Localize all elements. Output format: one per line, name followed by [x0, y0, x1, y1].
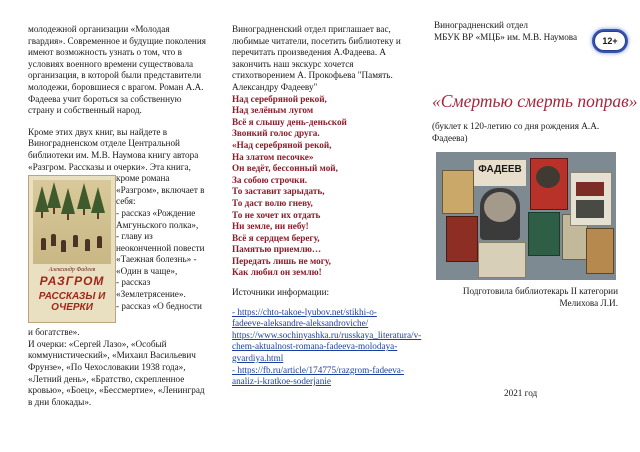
- poem-line: «Над серебряной рекой,: [232, 139, 332, 150]
- poem-line: Над серебряной рекой,: [232, 93, 327, 104]
- booklet-subtitle: (буклет к 120-летию со дня рождения А.А. Фадеева): [432, 121, 600, 143]
- prepared-by-name: Мелихова Л.И.: [559, 297, 618, 308]
- paragraph-other-books: Кроме этих двух книг, вы найдете в Виноградненском отделе Центральной библиотеки им. М.В. Наумова книгу автора «Разгром. Рассказы и очерки». Эта книга,: [28, 126, 199, 172]
- paragraph-essays: И очерки: «Сергей Лазо», «Особый коммунистический», «Михаил Васильевич Фрунзе», «По Чехословакии 1938 года», «Летний день», «Братство, скрепленное кровью», «Боец», «Бессмертие», «Ленинград в дни блокады».: [28, 338, 205, 407]
- poem-line: Ни земле, ни небу!: [232, 221, 309, 232]
- poem-line: За собою строчки.: [232, 174, 308, 185]
- department-name: Виноградненский отдел: [434, 20, 528, 30]
- list-item: - главу из неоконченной повести «Таежная болезнь» - «Один в чаще»,: [116, 231, 205, 276]
- list-item: - рассказ «О бедности: [116, 300, 202, 311]
- book-cover-author: Александр Фадеев: [48, 267, 96, 274]
- list-item: - рассказ «Землетрясение».: [116, 277, 186, 300]
- poem-line: То не хочет их отдать: [232, 209, 321, 220]
- poem-line: Над зелёным лугом: [232, 105, 314, 116]
- column-middle: [232, 0, 422, 388]
- book-section: [28, 173, 208, 327]
- publication-year: 2021 год: [504, 388, 538, 398]
- poem-line: Всё я слышу день-деньской: [232, 116, 347, 127]
- poem-line: Всё я сердцем берегу,: [232, 232, 320, 243]
- poem: [232, 94, 406, 280]
- book-cover-subtitle: РАССКАЗЫ И ОЧЕРКИ: [38, 291, 106, 314]
- prepared-by: [432, 286, 622, 309]
- sources-heading: Источники информации:: [232, 287, 330, 298]
- book-cover-razgrom: [28, 175, 116, 323]
- source-link-3[interactable]: - https://fb.ru/article/174775/razgrom-fadeeva-analiz-i-kratkoe-soderjanie: [232, 364, 404, 387]
- poem-line: То заставит зарыдать,: [232, 186, 325, 197]
- library-name: МБУК ВР «МЦБ» им. М.В. Наумова: [434, 31, 578, 42]
- prepared-by-role: Подготовила библиотекарь II категории: [462, 286, 618, 297]
- sources-links: [232, 306, 422, 388]
- poem-line: Звонкий голос друга.: [232, 128, 320, 139]
- column-left: [28, 0, 208, 408]
- paragraph-young-guard: молодежной организации «Молодая гвардия». Современное и будущие поколения имеют возможность узнать о том, что в условиях военного времени существовала организация, в которой были представители молодежи, боровшиеся с врагом. Роман А.А. Фадеева учит бороться за собственную страну и собственный народ.: [28, 24, 206, 116]
- poem-line: Он ведёт, бессонный мой,: [232, 163, 338, 174]
- source-link-2[interactable]: https://www.sochinyashka.ru/russkaya_literatura/v-chem-aktualnost-romana-fadeeva-molodaya-gvardiya.html: [232, 329, 422, 364]
- book-cover-title: РАЗГРОМ: [39, 274, 105, 289]
- poem-line: На златом песочке»: [232, 151, 314, 162]
- poem-line: То даст волю гневу,: [232, 197, 313, 208]
- books-collage-image: [436, 152, 616, 280]
- poem-line: Как любил он землю!: [232, 267, 322, 278]
- book-contents-list: [116, 173, 210, 312]
- book-cover-illustration: [33, 180, 111, 264]
- list-item-continuation: и богатстве».: [28, 327, 80, 338]
- age-rating-badge: 12+: [594, 31, 626, 51]
- source-link-1[interactable]: - https://chto-takoe-lyubov.net/stikhi-o-fadeeve-aleksandre-aleksandroviche/: [232, 306, 377, 329]
- paragraph-invitation: Виноградненский отдел приглашает вас, любимые читатели, посетить библиотеку и перечитать произведения А.Фадеева. А закончить наш экскурс хочется стихотворением А. Прокофьева "Память. Александру Фадееву": [232, 24, 401, 92]
- poem-line: Памятью приемлю…: [232, 244, 322, 255]
- column-right: [432, 0, 638, 398]
- list-item: кроме романа «Разгром», включает в себя:: [116, 173, 205, 207]
- collage-cover-label: ФАДЕЕВ: [478, 164, 522, 176]
- list-item: - рассказ «Рождение Амгуньского полка»,: [116, 207, 199, 230]
- booklet-title: «Смертью смерть поправ»: [432, 91, 638, 112]
- poem-line: Передать лишь не могу,: [232, 255, 331, 266]
